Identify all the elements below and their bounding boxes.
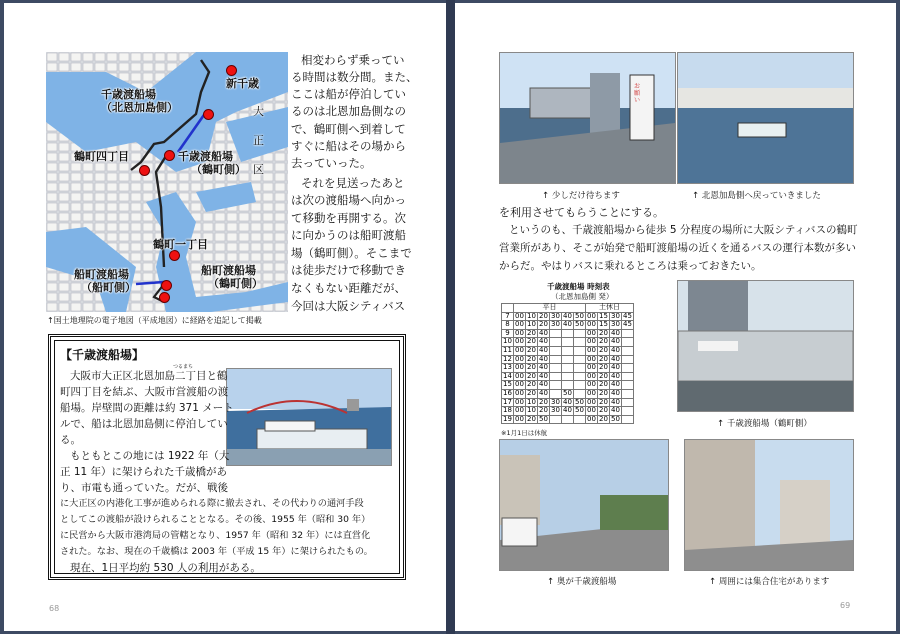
timetable-cell — [562, 338, 574, 347]
timetable-cell — [550, 329, 562, 338]
timetable-cell: 00 — [587, 380, 596, 389]
map-label: （船町側） — [81, 281, 136, 294]
info-text-line: り、市電も通っていた。だが、戦後 — [60, 482, 228, 494]
street-image — [500, 440, 668, 570]
timetable-cell: 20 — [599, 406, 608, 415]
map-caption: ↑国土地理院の電子地図（平成地図）に経路を追記して掲載 — [47, 316, 262, 325]
timetable-hour: 15 — [503, 380, 512, 389]
page-number: 68 — [49, 604, 60, 613]
text-line: 相変わらず乗ってい — [301, 53, 405, 67]
timetable-cell: 20 — [599, 354, 608, 363]
body-line: というのも、千歳渡船場から徒歩 5 分程度の場所に大阪シティバスの鶴町 — [509, 224, 858, 236]
map-label: 千歳渡船場 — [101, 88, 156, 101]
timetable-hour: 18 — [503, 406, 512, 415]
timetable-cell: 40 — [611, 397, 620, 406]
timetable-cell: 40 — [539, 337, 548, 346]
timetable-cell — [550, 338, 562, 347]
text-line: すぐに船はその場から — [291, 139, 406, 153]
text-line: て移動を再開する。次 — [291, 211, 406, 225]
info-box-title: 【千歳渡船場】 — [60, 348, 145, 362]
timetable-cell — [550, 389, 562, 398]
info-text-line: 現在、1日平均約 530 人の利用がある。 — [70, 562, 261, 574]
timetable-cell: 40 — [539, 345, 548, 354]
timetable-cell: 50 — [575, 406, 584, 415]
map-label: 千歳渡船場 — [178, 150, 233, 163]
page-number: 69 — [840, 601, 851, 610]
timetable-cell — [574, 389, 586, 398]
timetable-cell: 40 — [539, 363, 548, 372]
timetable-cell: 50 — [539, 414, 548, 423]
text-line: 場（鶴町側）。そこまで — [291, 246, 412, 260]
ruby-text: つるまち — [173, 364, 194, 370]
timetable-cell: 30 — [611, 311, 620, 320]
page-divider — [446, 0, 455, 634]
timetable-cell: 40 — [539, 380, 548, 389]
timetable-cell: 40 — [611, 345, 620, 354]
timetable-cell: 00 — [515, 328, 524, 337]
text-line: それを見送ったあと — [301, 176, 405, 190]
photo-caption: ↑ 千歳渡船場（鶴町側） — [717, 419, 812, 429]
timetable-cell: 40 — [611, 388, 620, 397]
timetable-cell: 50 — [575, 311, 584, 320]
timetable-title: 千歳渡船場 時刻表 — [547, 282, 610, 291]
timetable-cell: 50 — [611, 414, 620, 423]
text-line: ここは船が停泊してい — [291, 87, 406, 101]
timetable-cell: 00 — [587, 320, 596, 329]
timetable-row — [502, 321, 634, 330]
stop-marker — [159, 292, 170, 303]
timetable-cell: 10 — [527, 320, 536, 329]
timetable-cell — [574, 381, 586, 390]
timetable-cell: 10 — [527, 311, 536, 320]
timetable-cell — [574, 415, 586, 424]
timetable-cell — [574, 355, 586, 364]
stop-marker — [169, 250, 180, 261]
timetable-cell: 20 — [527, 414, 536, 423]
stop-marker — [203, 109, 214, 120]
text-line: る時間は数分間。また、 — [291, 70, 418, 84]
timetable-cell: 30 — [551, 406, 560, 415]
timetable — [499, 279, 674, 437]
info-text-line: に大正区の内港化工事が進められる際に撤去され、その代わりの通河手段 — [60, 498, 364, 509]
timetable-cell: 20 — [539, 311, 548, 320]
timetable-cell — [562, 415, 574, 424]
timetable-cell: 20 — [527, 363, 536, 372]
timetable-note: ※1月1日は休航 — [501, 429, 548, 437]
timetable-cell — [550, 415, 562, 424]
timetable-cell: 30 — [611, 320, 620, 329]
timetable-cell: 40 — [611, 354, 620, 363]
timetable-cell: 40 — [539, 354, 548, 363]
body-line: からだ。やはりバスに乗れるところは乗っておきたい。 — [499, 260, 762, 272]
timetable-header: 土休日 — [586, 304, 634, 313]
timetable-cell: 20 — [527, 328, 536, 337]
timetable-cell — [550, 364, 562, 373]
timetable-grid — [501, 303, 634, 424]
timetable-cell: 20 — [527, 345, 536, 354]
timetable-cell: 00 — [587, 337, 596, 346]
timetable-cell: 20 — [599, 328, 608, 337]
photo-caption: ↑ 北恩加島側へ戻っていきました — [692, 191, 821, 201]
ferry-pier-photo — [226, 368, 392, 466]
timetable-cell: 40 — [539, 371, 548, 380]
timetable-cell — [622, 407, 634, 416]
timetable-cell: 20 — [599, 380, 608, 389]
ferry-pier-image — [227, 369, 391, 465]
ferry-image — [678, 53, 853, 183]
text-line: 今回は大阪シティバス — [291, 299, 406, 313]
timetable-hour: 11 — [503, 345, 512, 354]
street-photo-2 — [684, 439, 854, 571]
timetable-cell: 00 — [515, 337, 524, 346]
pier-building-image — [678, 281, 853, 411]
timetable-hour: 12 — [503, 354, 512, 363]
timetable-cell — [622, 415, 634, 424]
timetable-cell: 00 — [515, 414, 524, 423]
timetable-cell — [622, 338, 634, 347]
stop-marker — [139, 165, 150, 176]
info-text-line: ルで、船は北恩加島側に停泊してい — [60, 418, 228, 430]
timetable-cell: 40 — [563, 320, 572, 329]
timetable-cell — [574, 338, 586, 347]
timetable-cell: 20 — [527, 337, 536, 346]
timetable-cell: 00 — [587, 363, 596, 372]
timetable-cell: 00 — [587, 311, 596, 320]
timetable-cell — [622, 398, 634, 407]
timetable-cell: 00 — [515, 380, 524, 389]
photo-caption: ↑ 奥が千歳渡船場 — [547, 577, 617, 587]
timetable-cell: 10 — [527, 406, 536, 415]
timetable-cell: 00 — [587, 354, 596, 363]
timetable-cell: 30 — [551, 397, 560, 406]
timetable-cell: 20 — [527, 354, 536, 363]
timetable-cell: 00 — [587, 388, 596, 397]
timetable-cell: 40 — [539, 388, 548, 397]
map-label: 新千歳 — [226, 77, 259, 90]
timetable-cell: 40 — [611, 406, 620, 415]
info-text-line: 正 11 年）に架けられた千歳橋があ — [60, 466, 228, 478]
timetable-cell: 15 — [599, 320, 608, 329]
timetable-cell: 00 — [515, 354, 524, 363]
timetable-cell: 20 — [527, 380, 536, 389]
timetable-cell — [562, 364, 574, 373]
timetable-cell: 00 — [515, 320, 524, 329]
timetable-cell: 00 — [515, 311, 524, 320]
timetable-cell: 00 — [587, 345, 596, 354]
photo-caption: ↑ 周囲には集合住宅があります — [709, 577, 830, 587]
map-label: （北恩加島側） — [101, 101, 178, 114]
timetable-hour: 17 — [503, 397, 512, 406]
stop-marker — [164, 150, 175, 161]
photo-caption: ↑ 少しだけ待ちます — [542, 191, 620, 201]
apartment-image — [685, 440, 853, 570]
waiting-pier-photo — [499, 52, 676, 184]
timetable-subtitle: （北恩加島側 発） — [551, 292, 614, 301]
timetable-cell — [562, 355, 574, 364]
text-line: 去っていった。 — [291, 156, 372, 170]
timetable-cell: 00 — [515, 371, 524, 380]
timetable-row — [502, 364, 634, 373]
timetable-cell: 20 — [599, 337, 608, 346]
info-text-line: としてこの渡船が設けられることとなる。その後、1955 年（昭和 30 年） — [60, 514, 371, 525]
text-line: なくもない距離だが、 — [291, 281, 406, 295]
timetable-cell: 00 — [587, 406, 596, 415]
body-line: を利用させてもらうことにする。 — [499, 206, 664, 219]
timetable-cell: 20 — [599, 371, 608, 380]
street-photo-1 — [499, 439, 669, 571]
timetable-cell: 50 — [575, 320, 584, 329]
timetable-cell: 00 — [515, 406, 524, 415]
timetable-cell — [550, 346, 562, 355]
timetable-header: 平日 — [514, 304, 586, 313]
timetable-cell: 40 — [539, 328, 548, 337]
timetable-cell: 00 — [587, 371, 596, 380]
map-label: 船町渡船場 — [201, 264, 256, 277]
timetable-cell: 00 — [587, 414, 596, 423]
timetable-cell — [622, 372, 634, 381]
timetable-cell — [562, 372, 574, 381]
timetable-cell — [622, 329, 634, 338]
info-text-line: された。なお、現在の千歳橋は 2003 年（平成 15 年）に架けられたもの。 — [60, 546, 373, 557]
timetable-hour: 8 — [502, 321, 514, 330]
map-label: 大 — [253, 105, 264, 118]
timetable-cell — [574, 372, 586, 381]
info-text-line: 大阪市大正区北恩加島二丁目と鶴 — [70, 370, 228, 382]
timetable-cell: 20 — [599, 414, 608, 423]
timetable-cell — [550, 355, 562, 364]
timetable-hour: 14 — [503, 371, 512, 380]
timetable-hour: 19 — [503, 414, 512, 423]
body-line: 営業所があり、そこが始発で船町渡船場の近くを通るバスの運行本数が多い — [499, 242, 856, 254]
timetable-cell: 20 — [539, 320, 548, 329]
timetable-cell: 00 — [515, 363, 524, 372]
timetable-cell: 40 — [611, 363, 620, 372]
timetable-cell: 50 — [563, 388, 572, 397]
timetable-cell: 15 — [599, 311, 608, 320]
timetable-row — [502, 415, 634, 424]
timetable-row — [502, 407, 634, 416]
timetable-cell: 40 — [611, 337, 620, 346]
text-line: に向かうのは船町渡船 — [291, 228, 406, 242]
chitose-pier-tsurumachi-photo — [677, 280, 854, 412]
stop-marker — [161, 280, 172, 291]
timetable-cell: 10 — [527, 397, 536, 406]
stop-marker — [226, 65, 237, 76]
timetable-cell — [550, 372, 562, 381]
timetable-cell: 30 — [551, 311, 560, 320]
route-map — [46, 52, 288, 312]
timetable-cell: 20 — [599, 397, 608, 406]
timetable-hour: 9 — [502, 329, 514, 338]
map-label: （鶴町側） — [191, 163, 246, 176]
sign-text: お願い — [634, 83, 641, 104]
timetable-cell: 40 — [563, 406, 572, 415]
map-label: 船町渡船場 — [74, 268, 129, 281]
timetable-row — [502, 389, 634, 398]
timetable-cell: 00 — [587, 328, 596, 337]
timetable-cell — [562, 329, 574, 338]
ferry-departing-photo — [677, 52, 854, 184]
timetable-cell: 20 — [599, 345, 608, 354]
timetable-cell: 20 — [527, 388, 536, 397]
timetable-cell: 40 — [611, 371, 620, 380]
timetable-cell — [622, 346, 634, 355]
timetable-cell: 20 — [599, 388, 608, 397]
timetable-cell — [550, 381, 562, 390]
timetable-cell: 20 — [599, 363, 608, 372]
map-label: 鶴町一丁目 — [153, 238, 208, 251]
timetable-cell — [574, 346, 586, 355]
left-page — [4, 3, 446, 631]
timetable-cell — [622, 381, 634, 390]
timetable-hour: 7 — [502, 312, 514, 321]
timetable-cell — [574, 364, 586, 373]
right-page — [455, 3, 896, 631]
timetable-cell: 40 — [611, 380, 620, 389]
timetable-cell: 40 — [611, 328, 620, 337]
timetable-row — [502, 346, 634, 355]
map-label: 鶴町四丁目 — [74, 150, 129, 163]
text-line: るのは北恩加島側なの — [291, 104, 406, 118]
timetable-cell: 45 — [623, 320, 632, 329]
info-text-line: 船場。岸壁間の距離は約 371 メート — [60, 402, 234, 414]
timetable-cell: 30 — [551, 320, 560, 329]
timetable-cell: 00 — [515, 388, 524, 397]
info-text-line: に民営から大阪市港湾局の管轄となり、1957 年（昭和 32 年）には直営化 — [60, 530, 371, 541]
text-line: は徒歩だけで移動でき — [291, 263, 406, 277]
pier-image — [500, 53, 675, 183]
timetable-cell: 00 — [515, 397, 524, 406]
map-label: 正 — [253, 134, 264, 147]
timetable-cell: 00 — [587, 397, 596, 406]
timetable-cell — [562, 346, 574, 355]
text-line: は次の渡船場へ向かっ — [291, 193, 406, 207]
timetable-cell — [622, 364, 634, 373]
timetable-cell: 20 — [539, 406, 548, 415]
timetable-hour: 13 — [503, 363, 512, 372]
timetable-cell: 20 — [539, 397, 548, 406]
timetable-cell — [622, 389, 634, 398]
timetable-cell — [574, 329, 586, 338]
timetable-cell: 20 — [527, 371, 536, 380]
timetable-cell: 45 — [623, 311, 632, 320]
timetable-hour: 10 — [503, 337, 512, 346]
timetable-cell: 40 — [563, 311, 572, 320]
timetable-cell — [622, 355, 634, 364]
timetable-cell: 50 — [575, 397, 584, 406]
info-text-line: る。 — [60, 434, 81, 446]
timetable-corner — [502, 304, 514, 313]
map-label: （鶴町側） — [208, 277, 263, 290]
timetable-hour: 16 — [503, 388, 512, 397]
info-text-line: もともとこの地には 1922 年（大 — [70, 450, 230, 462]
info-text-line: 町四丁目を結ぶ、大阪市営渡船の渡 — [60, 386, 229, 398]
timetable-cell: 40 — [563, 397, 572, 406]
text-line: で、鶴町側へ到着して — [291, 122, 406, 136]
timetable-cell: 00 — [515, 345, 524, 354]
map-label: 区 — [253, 163, 264, 176]
